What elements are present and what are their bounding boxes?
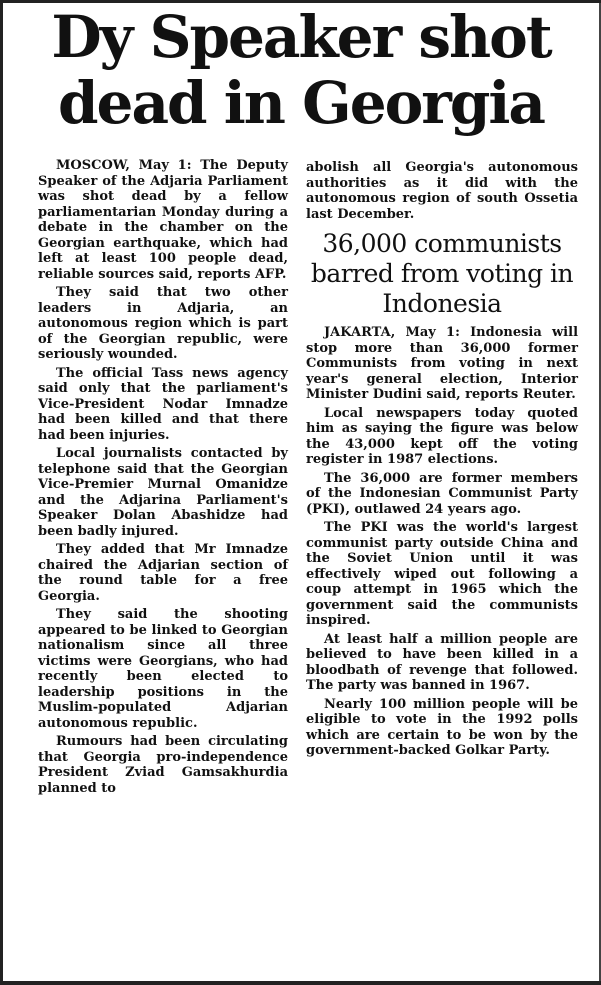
story1-paragraph-3: The official Tass news agency said only that the parliament's Vice-President Nodar Imnadze had been killed and that there had been injuries. — [38, 365, 288, 443]
story2-paragraph-3: The 36,000 are former members of the Indonesian Communist Party (PKI), outlawed 24 years ago. — [306, 470, 578, 517]
clipping-border-bottom — [0, 981, 601, 985]
story1-paragraph-1 — [38, 158, 288, 282]
main-headline: Dy Speaker shot dead in Georgia — [51, 3, 551, 137]
story2-paragraph-1-text: Indonesia will stop more than 36,000 former Communists from voting in next year's general election, Interior Minister Dudini said, reports Reuter. — [306, 325, 579, 402]
story1-left-column — [38, 158, 288, 799]
story2-paragraph-1 — [306, 325, 578, 403]
clipping-border-left — [0, 0, 3, 985]
story1-continuation: abolish all Georgia's autonomous authorities as it did with the autonomous region of south Ossetia last December. — [306, 160, 578, 222]
story2-paragraph-5: At least half a million people are believed to have been killed in a bloodbath of revenge that followed. The party was banned in 1967. — [306, 631, 578, 693]
story2-headline: 36,000 communists barred from voting in Indonesia — [310, 229, 574, 318]
story2-paragraph-6: Nearly 100 million people will be eligible to vote in the 1992 polls which are certain to be won by the government-backed Golkar Party. — [306, 696, 578, 758]
story1-paragraph-4: Local journalists contacted by telephone said that the Georgian Vice-Premier Murnal Omanidze and the Adjarina Parliament's Speaker Dolan Abashidze had been badly injured. — [38, 446, 288, 539]
story2-paragraph-2: Local newspapers today quoted him as saying the figure was below the 43,000 kept off the voting register in 1987 elections. — [306, 405, 578, 467]
story1-dateline: MOSCOW, May 1: — [56, 158, 192, 173]
story1-paragraph-5: They added that Mr Imnadze chaired the Adjarian section of the round table for a free Georgia. — [38, 542, 288, 604]
story1-paragraph-6: They said the shooting appeared to be linked to Georgian nationalism since all three victims were Georgians, who had recently been elected to leadership positions in the Muslim-populated Adjarian autonomous republic. — [38, 607, 288, 731]
story1-paragraph-1-text: The Deputy Speaker of the Adjaria Parliament was shot dead by a fellow parliamentarian Monday during a debate in the chamber on the Georgian earthquake, which had left at least 100 people dead, reliable sources said, reports AFP. — [38, 158, 288, 282]
story1-paragraph-2: They said that two other leaders in Adjaria, an autonomous region which is part of the Georgian republic, were seriously wounded. — [38, 285, 288, 362]
right-column — [306, 160, 578, 762]
story1-paragraph-7: Rumours had been circulating that Georgia pro-independence President Zviad Gamsakhurdia planned to — [38, 734, 288, 796]
story2-paragraph-4: The PKI was the world's largest communist party outside China and the Soviet Union until it was effectively wiped out following a coup attempt in 1965 which the government said the communists inspired. — [306, 520, 578, 628]
story2-dateline: JAKARTA, May 1: — [324, 325, 460, 340]
